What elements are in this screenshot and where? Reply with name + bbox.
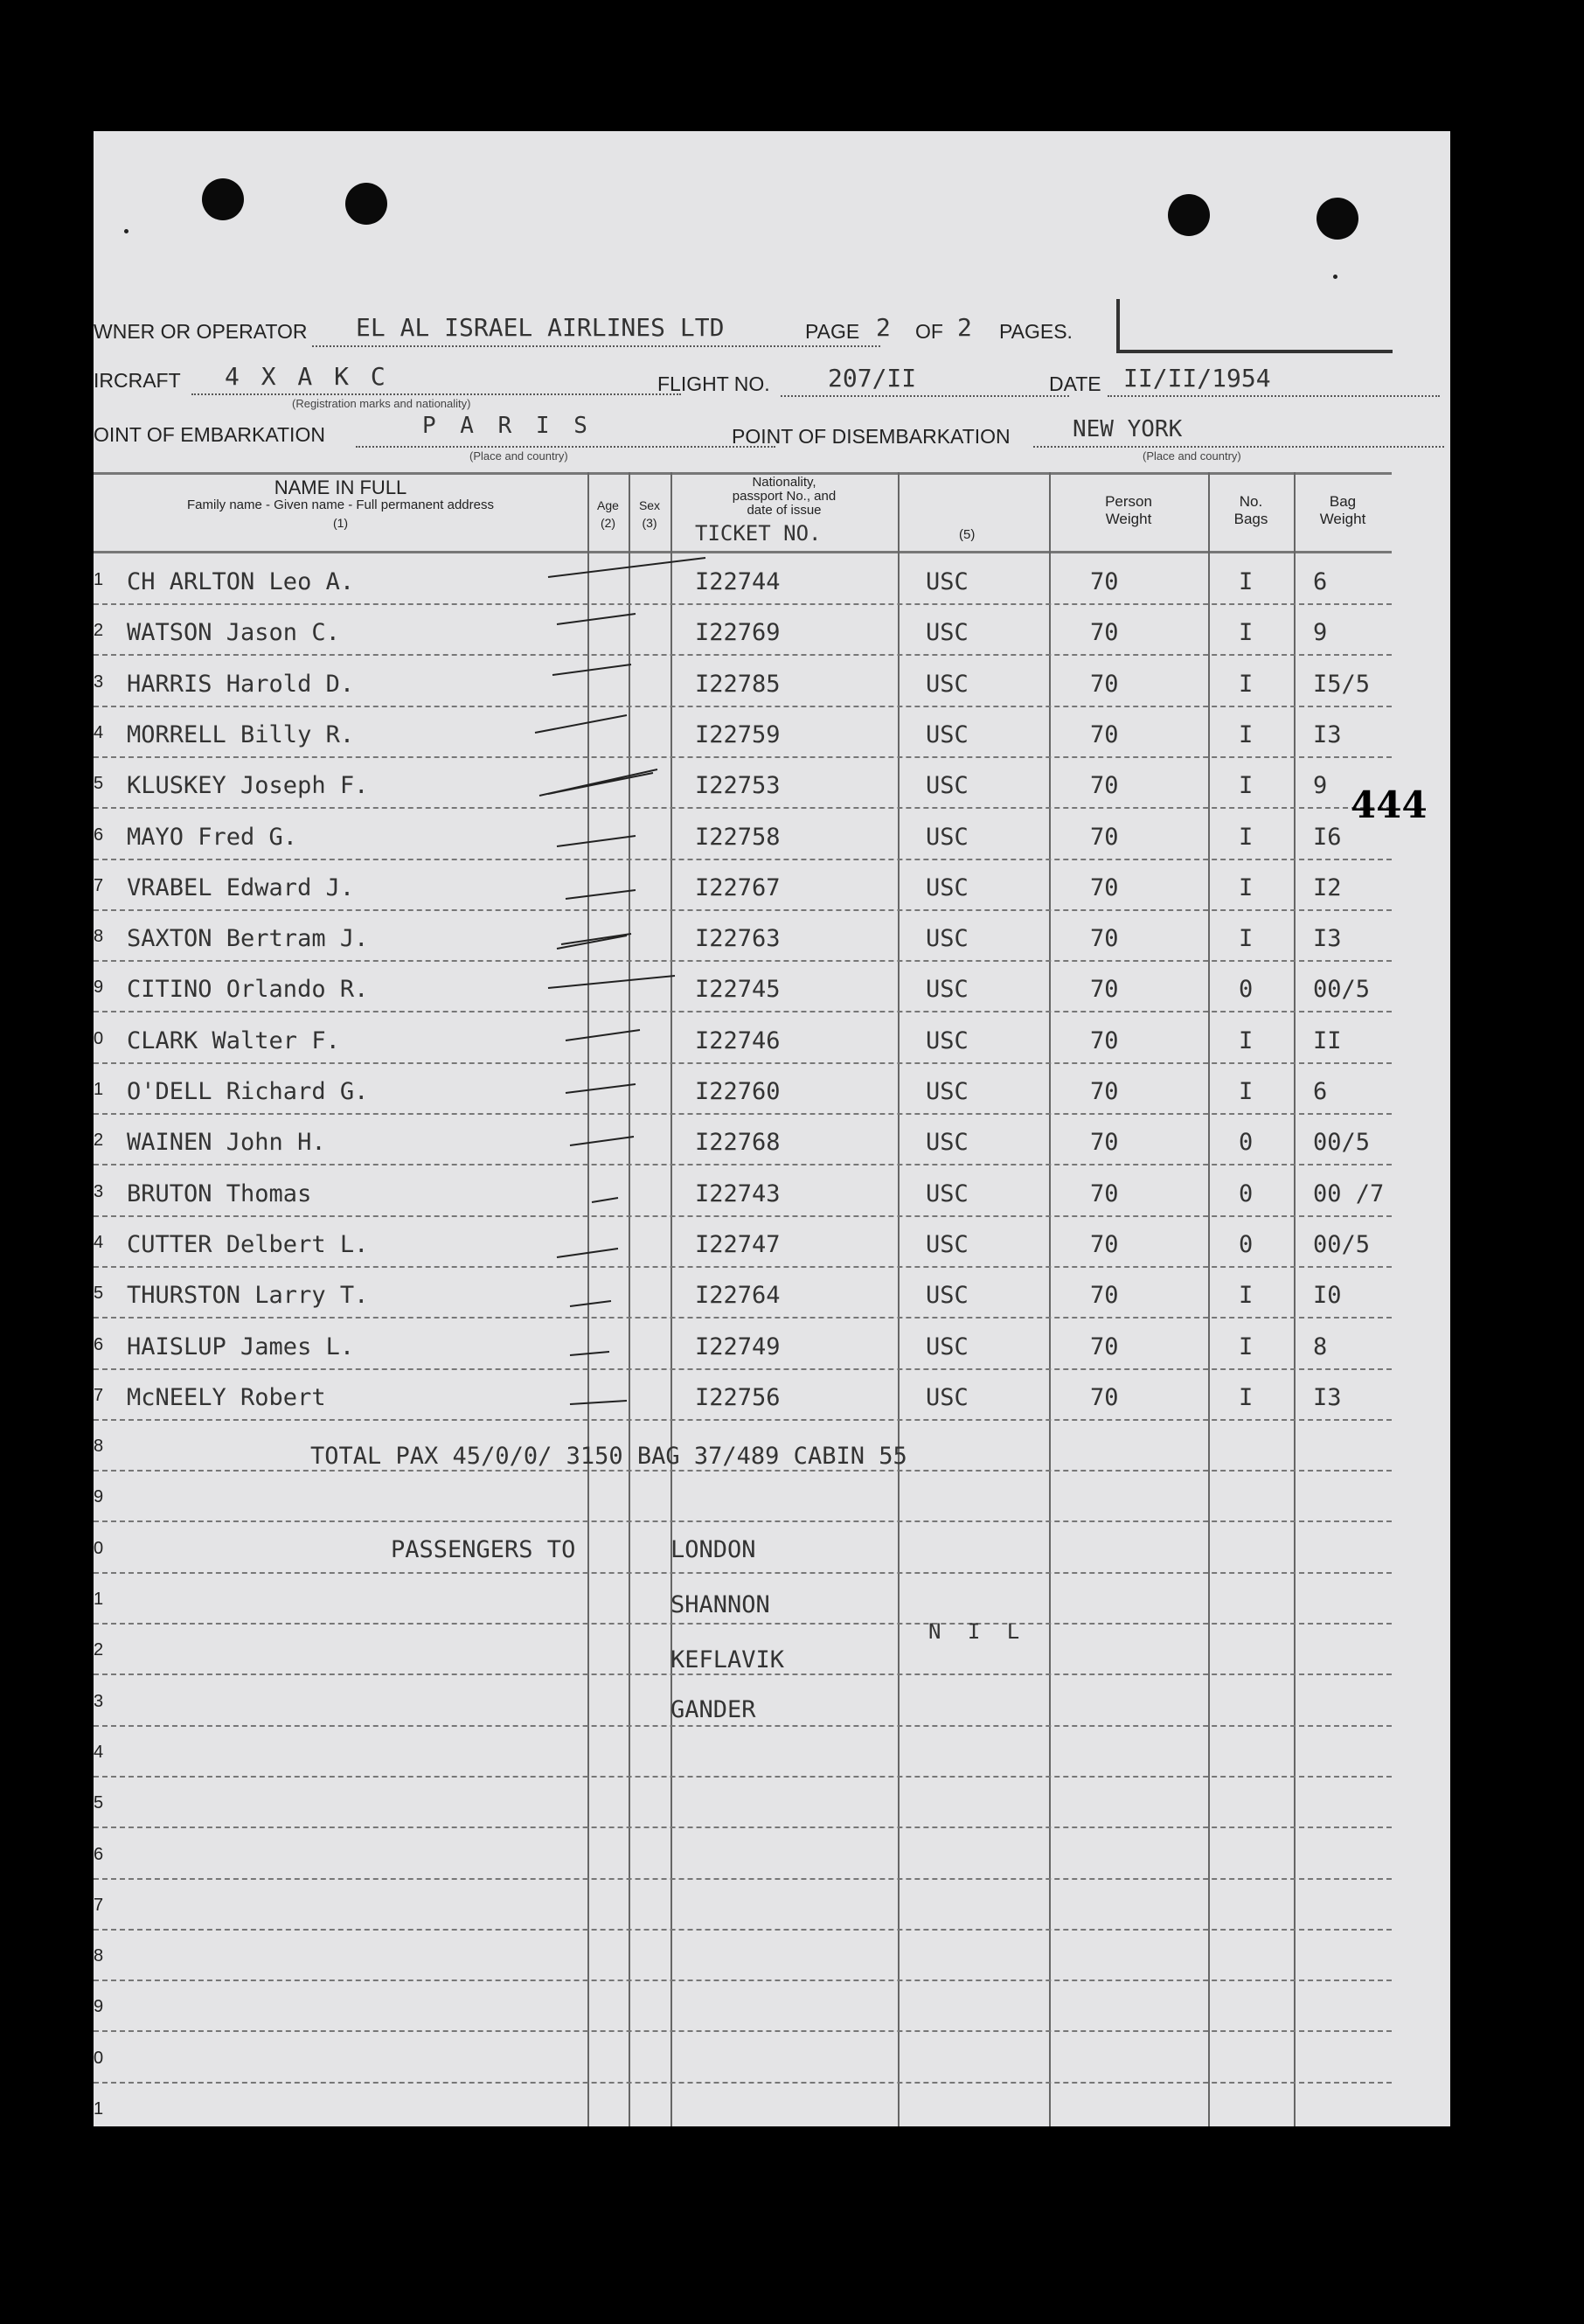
passenger-ticket: I22768 xyxy=(695,1129,781,1156)
row-number: 2 xyxy=(94,621,104,640)
passenger-bag_weight: 00/5 xyxy=(1313,1231,1371,1258)
passenger-name: HARRIS Harold D. xyxy=(127,671,355,698)
passenger-weight: 70 xyxy=(1090,1027,1119,1054)
passenger-bags: I xyxy=(1239,874,1254,901)
row-number: 4 xyxy=(94,723,104,742)
flight-label: FLIGHT NO. xyxy=(657,372,770,395)
destination-shannon: SHANNON xyxy=(670,1591,770,1618)
registration-note: (Registration marks and nationality) xyxy=(292,397,471,410)
passenger-bag_weight: 6 xyxy=(1313,1078,1328,1105)
row-number: 9 xyxy=(94,978,104,997)
passenger-name: McNEELY Robert xyxy=(127,1384,326,1411)
passenger-name: BRUTON Thomas xyxy=(127,1180,312,1207)
page-label: PAGE xyxy=(805,320,860,343)
aircraft-value: 4 X A K C xyxy=(225,362,389,391)
passenger-name: KLUSKEY Joseph F. xyxy=(127,772,369,799)
column-5-header: (5) xyxy=(959,527,976,542)
passenger-weight: 70 xyxy=(1090,976,1119,1003)
passenger-name: WATSON Jason C. xyxy=(127,619,340,646)
passenger-bag_weight: II xyxy=(1313,1027,1342,1054)
destination-london: LONDON xyxy=(670,1536,756,1563)
passenger-nat: USC xyxy=(926,1384,969,1411)
passenger-nat: USC xyxy=(926,925,969,952)
row-number: 7 xyxy=(94,876,104,895)
passenger-bags: I xyxy=(1239,721,1254,748)
passenger-weight: 70 xyxy=(1090,824,1119,851)
row-number: 8 xyxy=(94,1437,104,1456)
passenger-bags: 0 xyxy=(1239,1180,1254,1207)
passenger-nat: USC xyxy=(926,568,969,595)
passenger-nat: USC xyxy=(926,976,969,1003)
passenger-weight: 70 xyxy=(1090,925,1119,952)
destination-gander: GANDER xyxy=(670,1696,756,1723)
passenger-ticket: I22758 xyxy=(695,824,781,851)
name-column-number: (1) xyxy=(332,516,349,530)
passenger-name: CH ARLTON Leo A. xyxy=(127,568,355,595)
age-column-title: Age xyxy=(597,498,619,512)
bag-weight-header-line: Bag xyxy=(1329,493,1357,510)
ticket-column-header: TICKET NO. xyxy=(695,521,822,546)
embark-label: OINT OF EMBARKATION xyxy=(94,423,325,446)
passenger-name: HAISLUP James L. xyxy=(127,1333,355,1360)
passenger-nat: USC xyxy=(926,1078,969,1105)
no-bags-header-line: Bags xyxy=(1233,511,1268,527)
sex-column-title: Sex xyxy=(638,498,661,512)
passenger-bags: I xyxy=(1239,1333,1254,1360)
passenger-ticket: I22749 xyxy=(695,1333,781,1360)
passenger-nat: USC xyxy=(926,1180,969,1207)
bag-weight-header-line: Weight xyxy=(1319,511,1366,527)
disembark-note: (Place and country) xyxy=(1143,449,1241,463)
passenger-bags: I xyxy=(1239,772,1254,799)
of-value: 2 xyxy=(957,313,972,342)
row-number: 3 xyxy=(94,672,104,692)
passenger-weight: 70 xyxy=(1090,619,1119,646)
passenger-nat: USC xyxy=(926,1027,969,1054)
passenger-bags: I xyxy=(1239,1027,1254,1054)
passenger-bag_weight: I6 xyxy=(1313,824,1342,851)
passenger-bags: 0 xyxy=(1239,1231,1254,1258)
of-label: OF xyxy=(915,320,943,343)
passenger-weight: 70 xyxy=(1090,1078,1119,1105)
date-label: DATE xyxy=(1049,372,1101,395)
passenger-bag_weight: I2 xyxy=(1313,874,1342,901)
pages-label: PAGES. xyxy=(999,320,1073,343)
passenger-bag_weight: 00 /7 xyxy=(1313,1180,1385,1207)
passenger-name: O'DELL Richard G. xyxy=(127,1078,369,1105)
destination-keflavik: KEFLAVIK xyxy=(670,1646,785,1673)
passenger-bags: I xyxy=(1239,925,1254,952)
passenger-name: MORRELL Billy R. xyxy=(127,721,355,748)
row-number: 6 xyxy=(94,825,104,845)
page-value: 2 xyxy=(876,313,891,342)
passenger-weight: 70 xyxy=(1090,1180,1119,1207)
passenger-bags: I xyxy=(1239,1282,1254,1309)
passenger-ticket: I22763 xyxy=(695,925,781,952)
age-column-number: (2) xyxy=(600,516,616,530)
no-bags-header-line: No. xyxy=(1239,493,1263,510)
owner-value: EL AL ISRAEL AIRLINES LTD xyxy=(356,313,725,342)
passenger-weight: 70 xyxy=(1090,1129,1119,1156)
passenger-nat: USC xyxy=(926,1129,969,1156)
name-column-title: NAME IN FULL xyxy=(274,477,407,498)
passenger-bag_weight: 9 xyxy=(1313,772,1328,799)
passenger-bag_weight: 00/5 xyxy=(1313,1129,1371,1156)
passenger-ticket: I22743 xyxy=(695,1180,781,1207)
disembark-label: POINT OF DISEMBARKATION xyxy=(732,425,1011,448)
row-number: 9 xyxy=(94,1997,104,2016)
row-number: 0 xyxy=(94,2049,104,2068)
sex-column-number: (3) xyxy=(642,516,657,530)
row-number: 4 xyxy=(94,1233,104,1252)
passenger-nat: USC xyxy=(926,1231,969,1258)
passenger-bag_weight: 00/5 xyxy=(1313,976,1371,1003)
passenger-nat: USC xyxy=(926,824,969,851)
row-number: 3 xyxy=(94,1692,104,1711)
passenger-nat: USC xyxy=(926,1333,969,1360)
passenger-ticket: I22747 xyxy=(695,1231,781,1258)
passenger-bags: I xyxy=(1239,1078,1254,1105)
passenger-name: VRABEL Edward J. xyxy=(127,874,355,901)
passenger-bags: I xyxy=(1239,568,1254,595)
passenger-weight: 70 xyxy=(1090,772,1119,799)
passenger-nat: USC xyxy=(926,772,969,799)
aircraft-label: IRCRAFT xyxy=(94,369,181,392)
passenger-weight: 70 xyxy=(1090,1231,1119,1258)
passenger-weight: 70 xyxy=(1090,874,1119,901)
handwritten-ticks xyxy=(94,131,1450,2126)
passenger-weight: 70 xyxy=(1090,1384,1119,1411)
passengers-to-label: PASSENGERS TO xyxy=(391,1536,576,1563)
passenger-bags: 0 xyxy=(1239,976,1254,1003)
row-number: 7 xyxy=(94,1386,104,1405)
nil-text: N I L xyxy=(928,1619,1027,1644)
passenger-nat: USC xyxy=(926,874,969,901)
person-weight-header-line: Weight xyxy=(1105,511,1152,527)
row-number: 5 xyxy=(94,1793,104,1813)
total-line: TOTAL PAX 45/0/0/ 3150 BAG 37/489 CABIN 55 xyxy=(310,1443,907,1470)
embark-value: P A R I S xyxy=(422,413,593,439)
passenger-name: WAINEN John H. xyxy=(127,1129,326,1156)
passenger-name: CLARK Walter F. xyxy=(127,1027,340,1054)
passenger-bag_weight: 6 xyxy=(1313,568,1328,595)
row-number: 0 xyxy=(94,1029,104,1048)
row-number: 5 xyxy=(94,1284,104,1303)
row-number: 9 xyxy=(94,1487,104,1506)
passenger-bag_weight: I3 xyxy=(1313,925,1342,952)
row-number: 2 xyxy=(94,1131,104,1150)
passenger-nat: USC xyxy=(926,721,969,748)
row-number: 1 xyxy=(94,2099,104,2119)
row-number: 2 xyxy=(94,1640,104,1660)
row-number: 1 xyxy=(94,570,104,589)
passenger-bags: I xyxy=(1239,1384,1254,1411)
passenger-ticket: I22785 xyxy=(695,671,781,698)
row-number: 6 xyxy=(94,1845,104,1864)
passenger-ticket: I22769 xyxy=(695,619,781,646)
row-number: 1 xyxy=(94,1080,104,1099)
row-number: 8 xyxy=(94,1946,104,1966)
owner-label: WNER OR OPERATOR xyxy=(94,320,308,343)
passenger-bag_weight: I3 xyxy=(1313,721,1342,748)
passenger-ticket: I22759 xyxy=(695,721,781,748)
passenger-ticket: I22746 xyxy=(695,1027,781,1054)
passenger-nat: USC xyxy=(926,1282,969,1309)
passenger-ticket: I22744 xyxy=(695,568,781,595)
passenger-ticket: I22753 xyxy=(695,772,781,799)
flight-value: 207/II xyxy=(828,364,917,393)
passenger-ticket: I22767 xyxy=(695,874,781,901)
passenger-bags: 0 xyxy=(1239,1129,1254,1156)
nationality-header-line: date of issue xyxy=(747,503,822,518)
passenger-bags: I xyxy=(1239,824,1254,851)
nationality-header-line: passport No., and xyxy=(732,489,837,504)
manifest-page xyxy=(94,131,1450,2126)
passenger-bag_weight: 8 xyxy=(1313,1333,1328,1360)
passenger-name: CUTTER Delbert L. xyxy=(127,1231,369,1258)
passenger-bag_weight: I0 xyxy=(1313,1282,1342,1309)
row-number: 8 xyxy=(94,927,104,946)
passenger-weight: 70 xyxy=(1090,1282,1119,1309)
row-number: 4 xyxy=(94,1743,104,1762)
embark-note: (Place and country) xyxy=(469,449,568,463)
person-weight-header-line: Person xyxy=(1105,493,1152,510)
row-number: 6 xyxy=(94,1335,104,1354)
passenger-weight: 70 xyxy=(1090,721,1119,748)
passenger-ticket: I22756 xyxy=(695,1384,781,1411)
passenger-name: CITINO Orlando R. xyxy=(127,976,369,1003)
passenger-bags: I xyxy=(1239,671,1254,698)
stamp-number: 444 xyxy=(1351,783,1428,826)
passenger-nat: USC xyxy=(926,619,969,646)
row-number: 3 xyxy=(94,1182,104,1201)
row-number: 0 xyxy=(94,1539,104,1558)
passenger-weight: 70 xyxy=(1090,568,1119,595)
disembark-value: NEW YORK xyxy=(1073,416,1183,442)
passenger-nat: USC xyxy=(926,671,969,698)
passenger-bag_weight: I5/5 xyxy=(1313,671,1371,698)
nationality-header-line: Nationality, xyxy=(752,475,816,490)
passenger-ticket: I22760 xyxy=(695,1078,781,1105)
passenger-bags: I xyxy=(1239,619,1254,646)
name-column-subtitle: Family name - Given name - Full permanent address xyxy=(187,498,494,512)
row-number: 1 xyxy=(94,1590,104,1609)
row-number: 5 xyxy=(94,774,104,793)
passenger-ticket: I22745 xyxy=(695,976,781,1003)
row-number: 7 xyxy=(94,1896,104,1915)
passenger-name: SAXTON Bertram J. xyxy=(127,925,369,952)
passenger-name: MAYO Fred G. xyxy=(127,824,298,851)
passenger-weight: 70 xyxy=(1090,671,1119,698)
passenger-weight: 70 xyxy=(1090,1333,1119,1360)
passenger-bag_weight: 9 xyxy=(1313,619,1328,646)
passenger-bag_weight: I3 xyxy=(1313,1384,1342,1411)
passenger-name: THURSTON Larry T. xyxy=(127,1282,369,1309)
passenger-ticket: I22764 xyxy=(695,1282,781,1309)
date-value: II/II/1954 xyxy=(1123,364,1271,393)
